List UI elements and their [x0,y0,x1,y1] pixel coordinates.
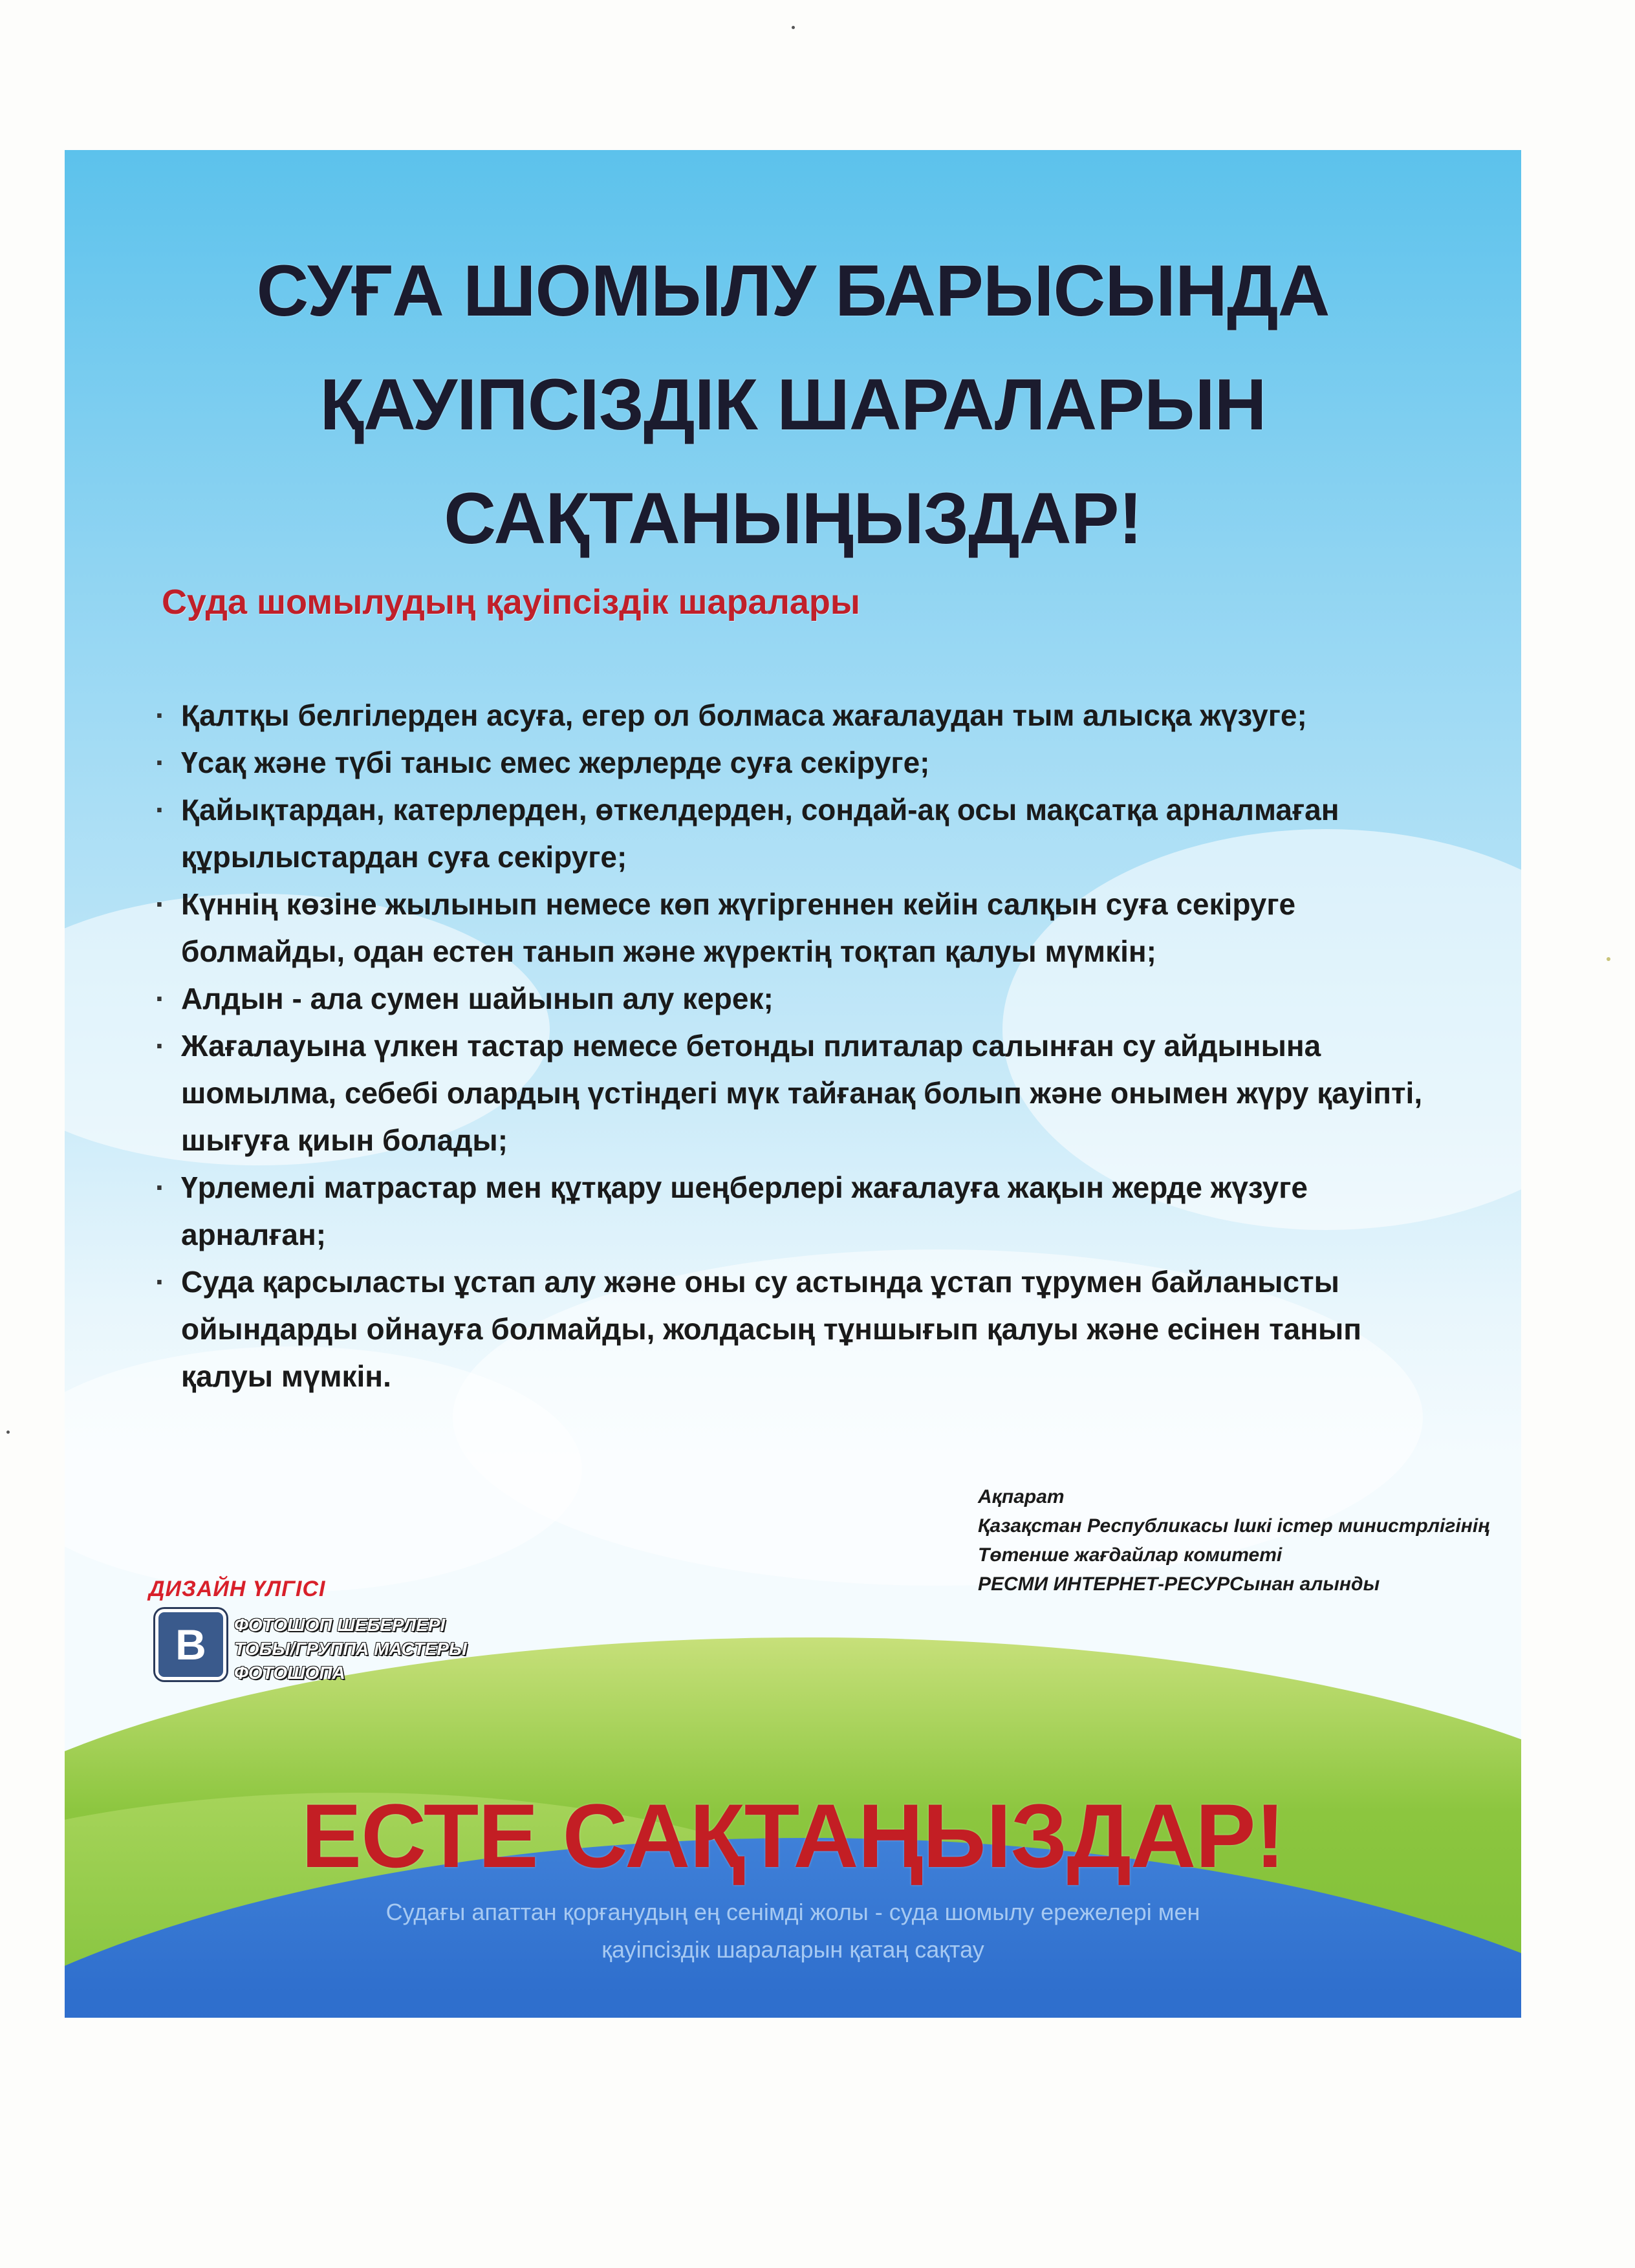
note-line: Судағы апаттан қорғанудың ең сенімді жолы - суда шомылу ережелері мен [385,1899,1200,1925]
group-line: ФОТОШОПА [234,1663,345,1683]
safety-rules-list [155,692,1449,1400]
design-credit-label: ДИЗАЙН ҮЛГІСІ [149,1577,326,1601]
source-line: РЕСМИ ИНТЕРНЕТ-РЕСУРСынан алынды [978,1573,1380,1595]
source-attribution [978,1482,1495,1599]
rule-item: · Алдын - ала сумен шайынып алу керек; [155,975,1449,1022]
title-line: СУҒА ШОМЫЛУ БАРЫСЫНДА [256,250,1330,331]
remember-title: ЕСТЕ САҚТАҢЫЗДАР! [301,1785,1285,1886]
source-line: Ақпарат [978,1486,1065,1507]
safety-poster [65,150,1521,2018]
title-line: ҚАУІПСІЗДІК ШАРАЛАРЫН [319,364,1266,445]
title-line: САҚТАНЫҢЫЗДАР! [444,478,1142,559]
rule-item: · Жағалауына үлкен тастар немесе бетонды плиталар салынған су айдынына шомылма, себебі олардың үстіндегі мүк тайғанақ болып және онымен жүру қауіпті, шығуға қиын болады; [155,1022,1449,1164]
design-group-name [234,1613,467,1685]
rule-item: · Үрлемелі матрастар мен құтқару шеңберлері жағалауға жақын жерде жүзуге арналған; [155,1164,1449,1258]
rule-item: · Қайықтардан, катерлерден, өткелдерден, сондай-ақ осы мақсатқа арналмаған құрылыстардан суға секіруге; [155,786,1449,881]
vk-logo-icon: В [155,1609,226,1680]
scan-speck [1607,957,1610,961]
group-line: ТОБЫ/ГРУППА МАСТЕРЫ [234,1639,467,1659]
note-line: қауіпсіздік шараларын қатаң сақтау [601,1936,984,1963]
scan-speck [6,1431,10,1434]
source-line: Төтенше жағдайлар комитеті [978,1544,1283,1566]
scan-speck [792,26,795,29]
poster-title [65,234,1521,576]
rule-item: · Үсақ және түбі таныс емес жерлерде суға секіруге; [155,739,1449,786]
rule-item: · Суда қарсыласты ұстап алу және оны су астында ұстап тұрумен байланысты ойындарды ойнауға болмайды, жолдасың тұншығып қалуы және есінен танып қалуы мүмкін. [155,1258,1449,1400]
source-line: Қазақстан Республикасы Ішкі істер министрлігінің [978,1515,1490,1537]
bottom-note [65,1894,1521,1969]
rule-item: · Қалтқы белгілерден асуға, егер ол болмаса жағалаудан тым алысқа жүзуге; [155,692,1449,739]
rule-item: · Күннің көзіне жылынып немесе көп жүгіргеннен кейін салқын суға секіруге болмайды, одан естен танып және жүректің тоқтап қалуы мүмкін; [155,881,1449,975]
rules-heading: Суда шомылудың қауіпсіздік шаралары [162,583,861,621]
group-line: ФОТОШОП ШЕБЕРЛЕРІ [234,1615,446,1635]
